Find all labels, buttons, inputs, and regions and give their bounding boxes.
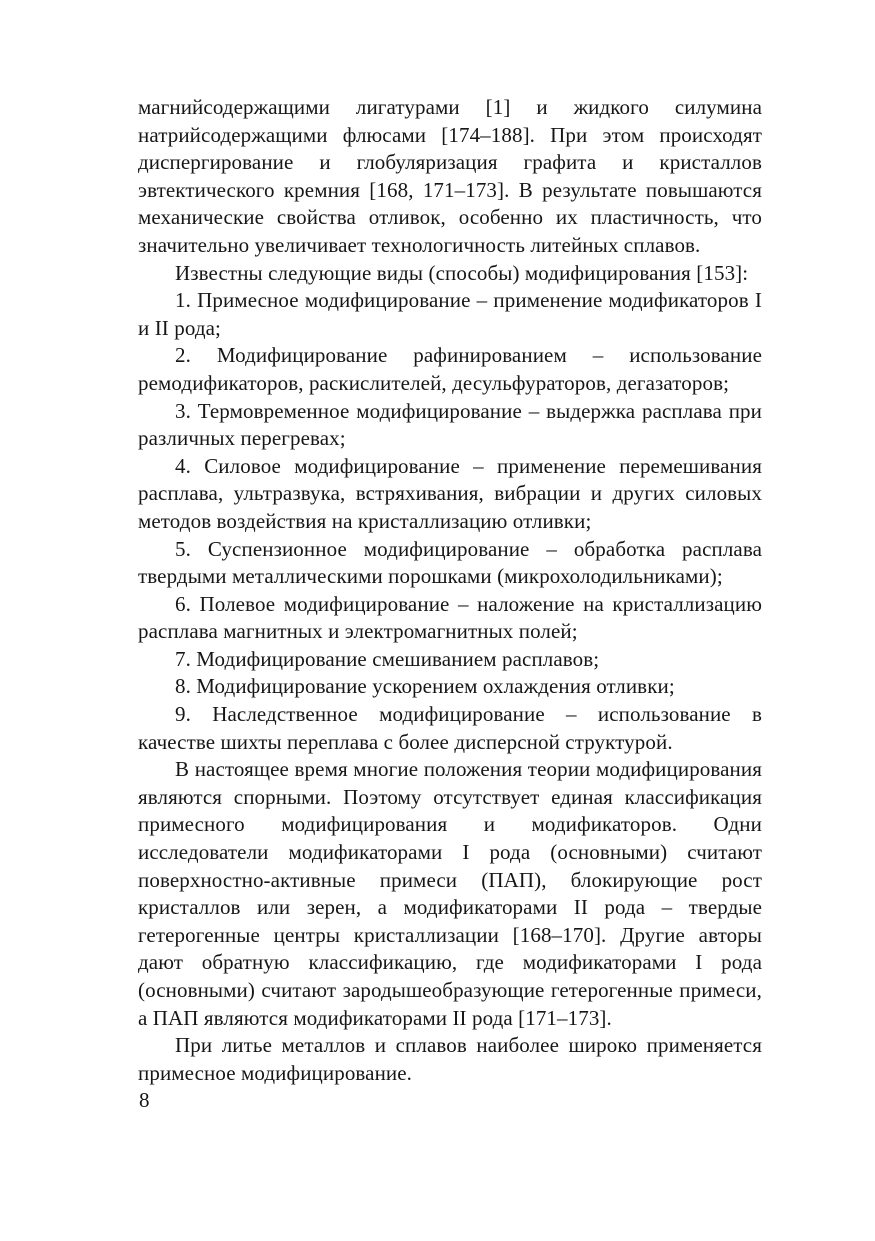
list-item: 1. Примесное модифицирование – применение модификаторов I и II рода; <box>138 288 762 340</box>
list-item: 3. Термовременное модифицирование – выдержка расплава при различных перегревах; <box>138 398 762 451</box>
list-item: 6. Полевое модифицирование – наложение на кристаллизацию расплава магнитных и электромагнитных полей; <box>138 591 762 644</box>
list-item: 2. Модифицирование рафинированием – использование ремодификаторов, раскислителей, десульфураторов, дегазаторов; <box>138 343 762 395</box>
list-item: 7. Модифицирование смешиванием расплавов; <box>175 646 600 671</box>
list-item: 8. Модифицирование ускорением охлаждения отливки; <box>175 674 675 699</box>
list-item: 5. Суспензионное модифицирование – обработка расплава твердыми металлическими порошками (микрохолодильниками); <box>138 536 762 589</box>
list-item: 4. Силовое модифицирование – применение перемешивания расплава, ультразвука, встряхивания, вибрации и других силовых методов воздействия на кристаллизацию отливки; <box>138 453 762 533</box>
page-number: 8 <box>139 1088 150 1112</box>
text-block <box>138 94 762 1087</box>
paragraph: Известны следующие виды (способы) модифицирования [153]: <box>175 260 749 285</box>
paragraph: В настоящее время многие положения теории модифицирования являются спорными. Поэтому отсутствует единая классификация примесного модифицирования и модификаторов. Одни исследователи модификаторами I рода (основными) считают поверхностно-активные примеси (ПАП), блокирующие рост кристаллов или зерен, а модификаторами II рода – твердые гетерогенные центры кристаллизации [168–170]. Другие авторы дают обратную классификацию, где модификаторами I рода (основными) считают зародышеобразующие гетерогенные примеси, а ПАП являются модификаторами II рода [171–173]. <box>138 757 762 1030</box>
paragraph: При литье металлов и сплавов наиболее широко применяется примесное модифицирование. <box>138 1033 762 1085</box>
list-item: 9. Наследственное модифицирование – использование в качестве шихты переплава с более дисперсной структурой. <box>138 702 762 754</box>
paragraph: магнийсодержащими лигатурами [1] и жидкого силумина натрийсодержащими флюсами [174–188]. При этом происходят диспергирование и глобуляризация графита и кристаллов эвтектического кремния [168, 171–173]. В результате повышаются механические свойства отливок, особенно их пластичность, что значительно увеличивает технологичность литейных сплавов. <box>138 95 762 257</box>
